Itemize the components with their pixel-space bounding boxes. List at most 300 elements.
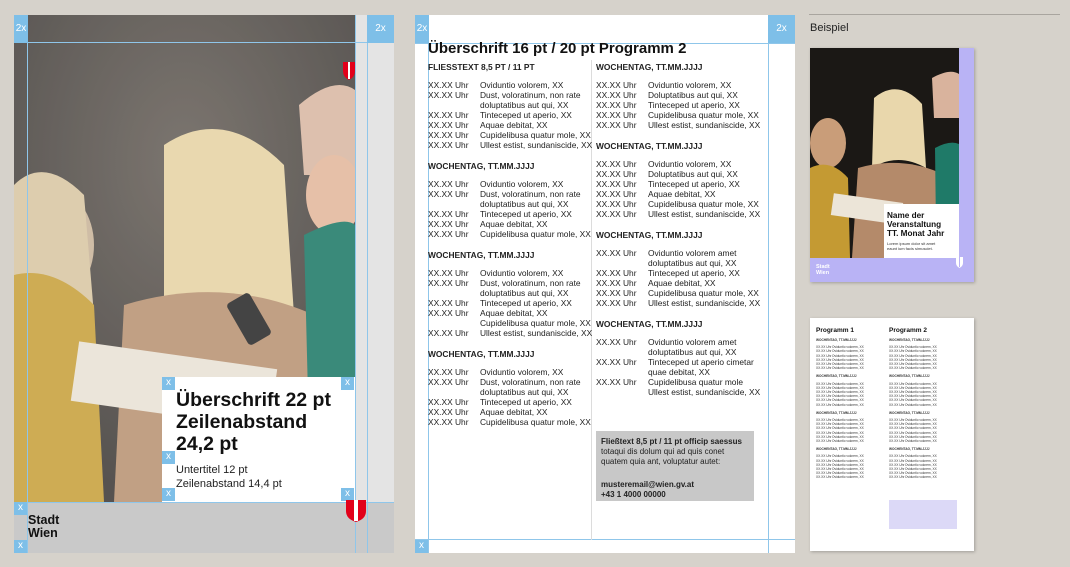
guide-line: [355, 15, 356, 553]
program-title: Überschrift 16 pt / 20 pt Programm 2: [428, 40, 687, 57]
headline-line: 24,2 pt: [176, 433, 238, 455]
example-poster: [810, 48, 974, 282]
schedule-desc: doluptatibus aut qui, XX: [480, 100, 569, 110]
schedule-desc: Oviduntio volorem, XX: [648, 159, 732, 169]
mini-time: XX.XX Uhr: [816, 458, 832, 463]
schedule-time: XX.XX Uhr: [596, 248, 637, 258]
sub-line: eaunt ium facis simusciet.: [887, 246, 933, 251]
mini-desc: Oviduntio volorem, XX: [905, 439, 937, 444]
day-heading: WOCHENTAG, TT.MM.JJJJ: [596, 230, 703, 240]
schedule-time: XX.XX Uhr: [428, 209, 469, 219]
poster-footer-band: [14, 502, 394, 553]
mini-row: [816, 366, 886, 370]
mini-desc: Oviduntio volorem, XX: [905, 398, 937, 403]
schedule-row: [596, 90, 766, 100]
schedule-time: XX.XX Uhr: [428, 298, 469, 308]
day-heading: WOCHENTAG, TT.MM.JJJJ: [596, 62, 703, 72]
mini-time: XX.XX Uhr: [889, 345, 905, 350]
schedule-time: XX.XX Uhr: [428, 179, 469, 189]
schedule-time: XX.XX Uhr: [428, 189, 469, 199]
schedule-row: [596, 100, 766, 110]
guide-line: [415, 539, 795, 540]
mini-desc: Oviduntio volorem, XX: [905, 475, 937, 480]
schedule-desc: Oviduntio volorem amet: [648, 248, 737, 258]
mini-desc: Oviduntio volorem, XX: [905, 426, 937, 431]
schedule-row: [596, 278, 766, 288]
schedule-row: [428, 377, 593, 387]
logo-line: Stadt: [28, 513, 60, 527]
schedule-time: [596, 258, 648, 268]
schedule-time: XX.XX Uhr: [596, 120, 637, 130]
mini-time: XX.XX Uhr: [889, 475, 905, 480]
schedule-desc: doluptatibus aut qui, XX: [648, 347, 737, 357]
schedule-desc: Tinteceped ut aperio, XX: [480, 298, 572, 308]
mini-desc: Oviduntio volorem, XX: [832, 402, 864, 407]
mini-time: XX.XX Uhr: [889, 394, 905, 399]
example-poster-sub: [887, 241, 935, 251]
schedule-row: [596, 337, 766, 347]
schedule-row: [428, 288, 593, 298]
x-marker: x: [162, 488, 175, 501]
schedule-time: XX.XX Uhr: [596, 100, 637, 110]
schedule-row: [428, 367, 593, 377]
mini-desc: Oviduntio volorem, XX: [905, 462, 937, 467]
mini-row: [889, 366, 964, 370]
schedule-row: [428, 219, 593, 229]
schedule-desc: Oviduntio volorem, XX: [480, 179, 564, 189]
schedule-row: [596, 120, 766, 130]
mini-desc: Oviduntio volorem, XX: [832, 353, 864, 358]
day-heading: WOCHENTAG, TT.MM.JJJJ: [596, 319, 703, 329]
schedule-desc: Cupidelibusa quatur mole, XX: [648, 110, 759, 120]
schedule-desc: Tinteceped ut aperio, XX: [480, 209, 572, 219]
schedule-time: XX.XX Uhr: [428, 80, 469, 90]
x-marker: x: [14, 540, 27, 553]
schedule-row: [428, 179, 593, 189]
schedule-desc: Cupidelibusa quatur mole, XX: [480, 130, 591, 140]
schedule-row: [428, 308, 593, 318]
margin-badge: 2x: [415, 15, 429, 43]
wien-shield-icon: [955, 255, 964, 273]
schedule-desc: Oviduntio volorem, XX: [480, 367, 564, 377]
mini-desc: Oviduntio volorem, XX: [905, 362, 937, 367]
schedule-desc: Aquae debitat, XX: [480, 120, 548, 130]
mini-time: XX.XX Uhr: [889, 430, 905, 435]
mini-desc: Oviduntio volorem, XX: [832, 390, 864, 395]
mini-time: XX.XX Uhr: [889, 390, 905, 395]
logo-line: Wien: [28, 526, 58, 540]
logo-line: Wien: [816, 270, 830, 276]
schedule-row: [596, 179, 766, 189]
info-phone: +43 1 4000 00000: [601, 490, 666, 499]
mini-time: XX.XX Uhr: [889, 362, 905, 367]
mini-time: XX.XX Uhr: [816, 390, 832, 395]
schedule-row: [596, 110, 766, 120]
schedule-desc: doluptatibus aut qui, XX: [480, 199, 569, 209]
schedule-row: [596, 347, 766, 357]
schedule-row: [428, 120, 593, 130]
mini-time: XX.XX Uhr: [816, 362, 832, 367]
schedule-row: [596, 248, 766, 258]
schedule-desc: Aquae debitat, XX: [480, 308, 548, 318]
schedule-time: [596, 387, 648, 397]
schedule-row: [428, 80, 593, 90]
mini-desc: Oviduntio volorem, XX: [905, 357, 937, 362]
example-program-h1: Programm 1: [816, 327, 854, 334]
title-line: TT. Monat Jahr: [887, 229, 945, 238]
mini-time: XX.XX Uhr: [889, 471, 905, 476]
headline-line: Zeilenabstand: [176, 411, 308, 433]
mini-desc: Oviduntio volorem, XX: [832, 345, 864, 350]
mini-time: XX.XX Uhr: [816, 349, 832, 354]
schedule-desc: Ullest estist, sundaniscide, XX: [648, 298, 761, 308]
schedule-row: [428, 209, 593, 219]
schedule-row: [596, 268, 766, 278]
mini-desc: Oviduntio volorem, XX: [832, 381, 864, 386]
mini-row: [816, 475, 886, 479]
schedule-time: XX.XX Uhr: [428, 328, 469, 338]
schedule-row: [428, 298, 593, 308]
day-heading: FLIESSTEXT 8,5 PT / 11 PT: [428, 62, 535, 72]
schedule-time: XX.XX Uhr: [428, 397, 469, 407]
mini-day-heading: WOCHENTAG, TT.MM.JJJJ: [889, 410, 930, 415]
schedule-time: XX.XX Uhr: [428, 110, 469, 120]
schedule-row: [596, 258, 766, 268]
schedule-time: XX.XX Uhr: [428, 417, 469, 427]
schedule-time: XX.XX Uhr: [428, 308, 469, 318]
mini-time: XX.XX Uhr: [816, 426, 832, 431]
x-marker: x: [14, 502, 27, 515]
schedule-time: [428, 100, 480, 110]
schedule-time: [596, 367, 648, 377]
schedule-desc: Doluptatibus aut qui, XX: [648, 90, 738, 100]
schedule-time: XX.XX Uhr: [428, 367, 469, 377]
schedule-desc: Dust, voloratinum, non rate: [480, 278, 581, 288]
schedule-desc: Tinteceped ut aperio, XX: [480, 110, 572, 120]
mini-desc: Oviduntio volorem, XX: [905, 366, 937, 371]
mini-time: XX.XX Uhr: [889, 349, 905, 354]
title-line: Name der: [887, 211, 925, 220]
schedule-desc: Aquae debitat, XX: [648, 278, 716, 288]
mini-desc: Oviduntio volorem, XX: [905, 381, 937, 386]
info-box: [596, 431, 754, 501]
schedule-desc: Cupidelibusa quatur mole: [648, 377, 743, 387]
mini-desc: Oviduntio volorem, XX: [832, 394, 864, 399]
mini-desc: Oviduntio volorem, XX: [832, 385, 864, 390]
schedule-row: [428, 110, 593, 120]
schedule-row: [428, 328, 593, 338]
schedule-row: [596, 298, 766, 308]
schedule-time: XX.XX Uhr: [428, 377, 469, 387]
example-program-box: [889, 500, 957, 529]
poster-right-margin: [355, 15, 394, 502]
schedule-desc: Ullest estist, sundaniscide, XX: [480, 140, 593, 150]
program-column-2: [596, 62, 766, 397]
mini-time: XX.XX Uhr: [816, 434, 832, 439]
logo-line: Stadt: [816, 264, 830, 270]
mini-desc: Oviduntio volorem, XX: [905, 458, 937, 463]
schedule-time: XX.XX Uhr: [596, 110, 637, 120]
mini-row: [889, 439, 964, 443]
schedule-row: [596, 367, 766, 377]
schedule-desc: doluptatibus aut qui, XX: [648, 258, 737, 268]
poster-subtitle: [176, 463, 282, 491]
schedule-row: [596, 357, 766, 367]
mini-time: XX.XX Uhr: [816, 394, 832, 399]
mini-day-heading: WOCHENTAG, TT.MM.JJJJ: [889, 338, 930, 342]
schedule-row: [428, 407, 593, 417]
schedule-time: [596, 347, 648, 357]
mini-time: XX.XX Uhr: [816, 345, 832, 350]
mini-desc: Oviduntio volorem, XX: [832, 357, 864, 362]
poster-template: [14, 15, 394, 553]
schedule-desc: Dust, voloratinum, non rate: [480, 377, 581, 387]
schedule-desc: Cupidelibusa quatur mole, XX: [648, 288, 759, 298]
mini-desc: Oviduntio volorem, XX: [832, 439, 864, 444]
schedule-time: XX.XX Uhr: [596, 288, 637, 298]
mini-desc: Oviduntio volorem, XX: [905, 402, 937, 407]
schedule-row: [596, 159, 766, 169]
schedule-desc: Oviduntio volorem, XX: [648, 80, 732, 90]
info-box-text: [601, 437, 742, 500]
schedule-time: XX.XX Uhr: [596, 337, 637, 347]
mini-desc: Oviduntio volorem, XX: [832, 349, 864, 354]
schedule-time: XX.XX Uhr: [428, 278, 469, 288]
mini-day-heading: WOCHENTAG, TT.MM.JJJJ: [889, 447, 930, 452]
schedule-row: [596, 199, 766, 209]
title-line: Veranstaltung: [887, 220, 942, 229]
schedule-time: XX.XX Uhr: [596, 90, 637, 100]
mini-time: XX.XX Uhr: [889, 467, 905, 472]
schedule-desc: Oviduntio volorem, XX: [480, 80, 564, 90]
schedule-time: [428, 387, 480, 397]
mini-time: XX.XX Uhr: [889, 385, 905, 390]
mini-time: XX.XX Uhr: [889, 422, 905, 427]
guide-line: [768, 15, 769, 553]
schedule-row: [428, 278, 593, 288]
schedule-row: [596, 387, 766, 397]
mini-time: XX.XX Uhr: [816, 381, 832, 386]
headline-line: Überschrift 22 pt: [176, 389, 331, 411]
schedule-desc: Oviduntio volorem amet: [648, 337, 737, 347]
schedule-time: XX.XX Uhr: [428, 90, 469, 100]
schedule-time: XX.XX Uhr: [428, 120, 469, 130]
mini-desc: Oviduntio volorem, XX: [832, 467, 864, 472]
mini-time: XX.XX Uhr: [889, 439, 905, 444]
schedule-desc: Tinteceped ut aperio, XX: [480, 397, 572, 407]
mini-time: XX.XX Uhr: [816, 398, 832, 403]
schedule-time: XX.XX Uhr: [596, 169, 637, 179]
schedule-desc: Cupidelibusa quatur mole, XX: [648, 199, 759, 209]
schedule-desc: Ullest estist, sundaniscide, XX: [648, 209, 761, 219]
schedule-row: [428, 130, 593, 140]
schedule-desc: doluptatibus aut qui, XX: [480, 387, 569, 397]
program-column-1: [428, 62, 593, 427]
example-label: Beispiel: [810, 22, 849, 34]
mini-desc: Oviduntio volorem, XX: [832, 362, 864, 367]
schedule-time: XX.XX Uhr: [428, 219, 469, 229]
mini-day-heading: WOCHENTAG, TT.MM.JJJJ: [816, 447, 857, 452]
margin-badge: 2x: [768, 15, 795, 43]
day-heading: WOCHENTAG, TT.MM.JJJJ: [428, 250, 535, 260]
mini-time: XX.XX Uhr: [816, 422, 832, 427]
sub-line: Lorem ipsum dolor sit amet: [887, 241, 936, 246]
mini-desc: Oviduntio volorem, XX: [905, 345, 937, 350]
schedule-desc: Tinteceped ut aperio, XX: [648, 179, 740, 189]
schedule-desc: Cupidelibusa quatur mole, XX: [480, 318, 591, 328]
mini-time: XX.XX Uhr: [816, 467, 832, 472]
mini-time: XX.XX Uhr: [816, 385, 832, 390]
schedule-row: [428, 140, 593, 150]
schedule-row: [596, 377, 766, 387]
mini-desc: Oviduntio volorem, XX: [832, 422, 864, 427]
schedule-row: [428, 318, 593, 328]
schedule-row: [596, 288, 766, 298]
schedule-time: XX.XX Uhr: [596, 209, 637, 219]
example-program: [810, 318, 974, 551]
guide-line: [14, 502, 394, 503]
info-email: musteremail@wien.gv.at: [601, 480, 695, 489]
example-program-col1: [816, 338, 886, 480]
schedule-time: XX.XX Uhr: [596, 189, 637, 199]
schedule-desc: Tinteceped ut aperio cimetar: [648, 357, 754, 367]
info-line: quatem quia ant, voluptatur autet:: [601, 457, 721, 466]
example-program-h2: Programm 2: [889, 327, 927, 334]
schedule-desc: Dust, voloratinum, non rate: [480, 90, 581, 100]
schedule-row: [596, 189, 766, 199]
mini-desc: Oviduntio volorem, XX: [832, 471, 864, 476]
mini-time: XX.XX Uhr: [889, 402, 905, 407]
mini-desc: Oviduntio volorem, XX: [832, 430, 864, 435]
schedule-row: [428, 387, 593, 397]
schedule-time: XX.XX Uhr: [596, 357, 637, 367]
example-poster-title: [887, 211, 944, 238]
mini-desc: Oviduntio volorem, XX: [832, 426, 864, 431]
mini-time: XX.XX Uhr: [816, 402, 832, 407]
mini-desc: Oviduntio volorem, XX: [905, 385, 937, 390]
example-program-col2: [889, 338, 964, 480]
x-marker: x: [341, 377, 354, 390]
schedule-row: [428, 189, 593, 199]
mini-desc: Oviduntio volorem, XX: [905, 454, 937, 459]
mini-row: [889, 475, 964, 479]
mini-desc: Oviduntio volorem, XX: [905, 390, 937, 395]
mini-time: XX.XX Uhr: [816, 475, 832, 480]
mini-desc: Oviduntio volorem, XX: [905, 394, 937, 399]
schedule-desc: Ullest estist, sundaniscide, XX: [648, 120, 761, 130]
schedule-time: XX.XX Uhr: [596, 80, 637, 90]
day-heading: WOCHENTAG, TT.MM.JJJJ: [596, 141, 703, 151]
schedule-desc: doluptatibus aut qui, XX: [480, 288, 569, 298]
mini-desc: Oviduntio volorem, XX: [905, 430, 937, 435]
example-divider: [809, 14, 1060, 15]
schedule-row: [428, 268, 593, 278]
schedule-row: [428, 417, 593, 427]
mini-time: XX.XX Uhr: [816, 430, 832, 435]
mini-time: XX.XX Uhr: [889, 357, 905, 362]
mini-desc: Oviduntio volorem, XX: [905, 353, 937, 358]
margin-badge: 2x: [14, 15, 28, 43]
schedule-row: [428, 100, 593, 110]
mini-desc: Oviduntio volorem, XX: [905, 422, 937, 427]
schedule-desc: quae debitat, XX: [648, 367, 710, 377]
schedule-time: XX.XX Uhr: [596, 179, 637, 189]
mini-desc: Oviduntio volorem, XX: [832, 418, 864, 423]
mini-time: XX.XX Uhr: [889, 434, 905, 439]
mini-time: XX.XX Uhr: [889, 353, 905, 358]
mini-desc: Oviduntio volorem, XX: [832, 434, 864, 439]
poster-headline: [176, 389, 331, 455]
mini-time: XX.XX Uhr: [889, 458, 905, 463]
schedule-time: XX.XX Uhr: [596, 298, 637, 308]
mini-time: XX.XX Uhr: [889, 454, 905, 459]
subtitle-line: Zeilenabstand 14,4 pt: [176, 478, 282, 490]
schedule-time: XX.XX Uhr: [428, 130, 469, 140]
schedule-desc: Dust, voloratinum, non rate: [480, 189, 581, 199]
schedule-time: XX.XX Uhr: [428, 268, 469, 278]
mini-desc: Oviduntio volorem, XX: [905, 349, 937, 354]
schedule-desc: Aquae debitat, XX: [480, 407, 548, 417]
mini-day-heading: WOCHENTAG, TT.MM.JJJJ: [816, 410, 857, 415]
schedule-desc: Ullest estist, sundaniscide, XX: [480, 328, 593, 338]
guide-line: [14, 42, 394, 43]
x-marker: x: [341, 488, 354, 501]
mini-time: XX.XX Uhr: [816, 462, 832, 467]
mini-time: XX.XX Uhr: [889, 398, 905, 403]
mini-day-heading: WOCHENTAG, TT.MM.JJJJ: [889, 374, 930, 379]
mini-time: XX.XX Uhr: [816, 357, 832, 362]
schedule-time: [428, 199, 480, 209]
mini-desc: Oviduntio volorem, XX: [905, 418, 937, 423]
example-logo: [816, 264, 830, 276]
schedule-desc: Tinteceped ut aperio, XX: [648, 268, 740, 278]
mini-desc: Oviduntio volorem, XX: [832, 398, 864, 403]
schedule-desc: Aquae debitat, XX: [480, 219, 548, 229]
stadt-wien-logo: [28, 514, 59, 540]
mini-desc: Oviduntio volorem, XX: [832, 454, 864, 459]
mini-desc: Oviduntio volorem, XX: [905, 467, 937, 472]
schedule-desc: Aquae debitat, XX: [648, 189, 716, 199]
margin-badge: 2x: [367, 15, 394, 43]
schedule-row: [428, 229, 593, 239]
schedule-time: [428, 288, 480, 298]
mini-day-heading: WOCHENTAG, TT.MM.JJJJ: [816, 374, 857, 379]
x-marker: x: [162, 377, 175, 390]
mini-time: XX.XX Uhr: [889, 418, 905, 423]
mini-time: XX.XX Uhr: [816, 366, 832, 371]
mini-time: XX.XX Uhr: [816, 439, 832, 444]
mini-desc: Oviduntio volorem, XX: [905, 471, 937, 476]
mini-time: XX.XX Uhr: [816, 454, 832, 459]
info-line: Fließtext 8,5 pt / 11 pt officip saessus: [601, 437, 742, 446]
schedule-time: XX.XX Uhr: [596, 268, 637, 278]
schedule-desc: Cupidelibusa quatur mole, XX: [480, 417, 591, 427]
mini-time: XX.XX Uhr: [816, 418, 832, 423]
schedule-time: XX.XX Uhr: [596, 159, 637, 169]
mini-time: XX.XX Uhr: [889, 462, 905, 467]
mini-time: XX.XX Uhr: [889, 366, 905, 371]
schedule-desc: Tinteceped ut aperio, XX: [648, 100, 740, 110]
mini-row: [816, 439, 886, 443]
schedule-row: [428, 397, 593, 407]
schedule-row: [428, 90, 593, 100]
schedule-row: [596, 80, 766, 90]
x-marker: x: [162, 451, 175, 464]
schedule-row: [428, 199, 593, 209]
schedule-time: XX.XX Uhr: [596, 377, 637, 387]
mini-desc: Oviduntio volorem, XX: [905, 434, 937, 439]
mini-time: XX.XX Uhr: [889, 426, 905, 431]
